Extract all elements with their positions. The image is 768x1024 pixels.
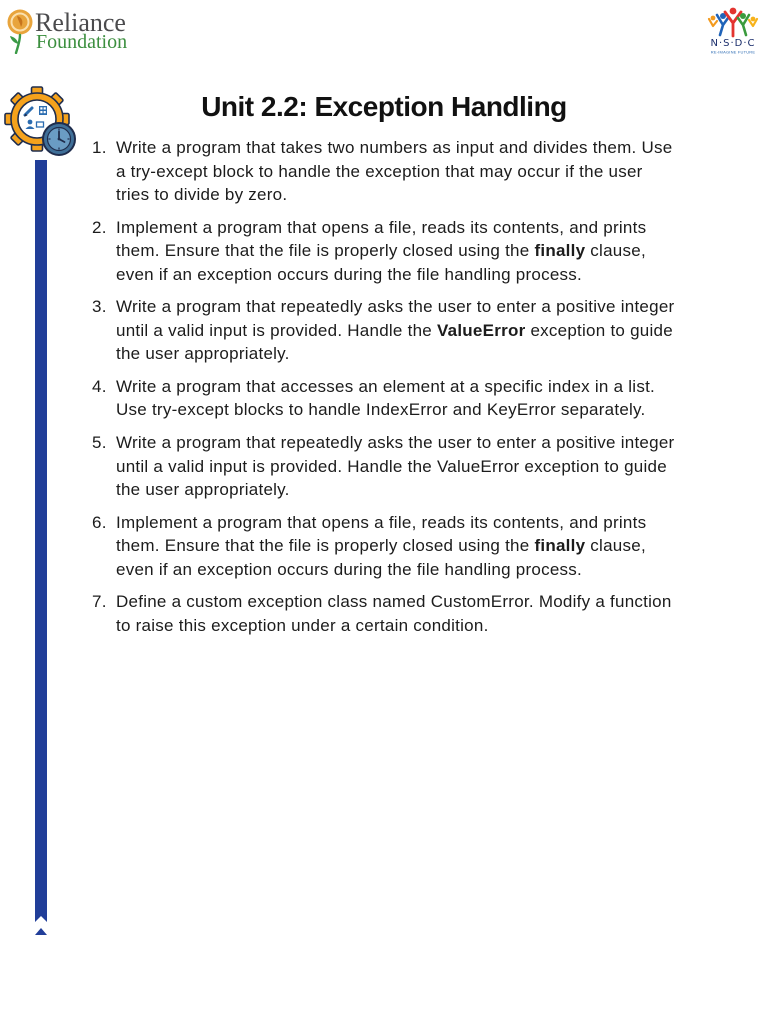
item-number: 4. (92, 376, 107, 396)
text-line (116, 239, 768, 262)
item-text (116, 136, 768, 206)
bold-keyword: finally (534, 536, 586, 556)
item-text (116, 590, 768, 637)
text-line (116, 534, 768, 557)
reliance-foundation-emblem-icon (6, 8, 36, 54)
list-item (0, 590, 768, 637)
text-line: to raise this exception under a certain condition. (116, 615, 489, 635)
text-line: the user appropriately. (116, 479, 290, 499)
list-item (0, 431, 768, 501)
list-item (0, 295, 768, 365)
text-segment: until a valid input is provided. Handle the (116, 320, 437, 340)
list-item (0, 375, 768, 422)
text-line: Write a program that takes two numbers as input and divides them. Use (116, 138, 673, 158)
item-number: 5. (92, 433, 107, 453)
text-segment: them. Ensure that the file is properly closed using the (116, 241, 535, 261)
logo-tagline-nsdc: RE-IMAGINE FUTURE (710, 50, 756, 55)
logo-text-foundation: Foundation (36, 31, 128, 53)
text-line: even if an exception occurs during the file handling process. (116, 264, 583, 284)
logo-text-nsdc: N·S·D·C (710, 38, 756, 49)
list-item (0, 511, 768, 581)
item-text (116, 295, 768, 365)
page-title: Unit 2.2: Exception Handling (201, 91, 567, 122)
item-text (116, 375, 768, 422)
item-number: 1. (92, 138, 107, 158)
text-line: the user appropriately. (116, 344, 290, 364)
list-item (0, 136, 768, 206)
logo-text-reliance: Reliance (35, 8, 126, 37)
text-segment: clause, (585, 536, 646, 556)
text-line (116, 319, 768, 342)
bold-keyword: finally (534, 241, 586, 261)
text-line: Use try-except blocks to handle IndexError and KeyError separately. (116, 400, 646, 420)
text-segment: clause, (585, 241, 646, 261)
text-line: Implement a program that opens a file, reads its contents, and prints (116, 512, 647, 532)
item-number: 3. (92, 297, 107, 317)
text-line: Write a program that repeatedly asks the user to enter a positive integer (116, 433, 675, 453)
item-number: 6. (92, 512, 107, 532)
text-line: Define a custom exception class named CustomError. Modify a function (116, 592, 672, 612)
text-line: even if an exception occurs during the file handling process. (116, 559, 583, 579)
text-line: a try-except block to handle the exception that may occur if the user (116, 161, 643, 181)
nsdc-figures-icon (701, 6, 765, 40)
list-item (0, 216, 768, 286)
text-line: Implement a program that opens a file, reads its contents, and prints (116, 217, 647, 237)
text-segment: exception to guide (525, 320, 673, 340)
text-line: Write a program that repeatedly asks the user to enter a positive integer (116, 297, 675, 317)
text-segment: them. Ensure that the file is properly closed using the (116, 536, 535, 556)
bold-keyword: ValueError (436, 320, 526, 340)
text-line: Write a program that accesses an element at a specific index in a list. (116, 376, 656, 396)
item-text (116, 216, 768, 286)
item-number: 7. (92, 592, 107, 612)
exercise-list (0, 136, 768, 646)
text-line: until a valid input is provided. Handle the ValueError exception to guide (116, 456, 667, 476)
text-line: tries to divide by zero. (116, 185, 288, 205)
item-text (116, 431, 768, 501)
item-number: 2. (92, 217, 107, 237)
item-text (116, 511, 768, 581)
